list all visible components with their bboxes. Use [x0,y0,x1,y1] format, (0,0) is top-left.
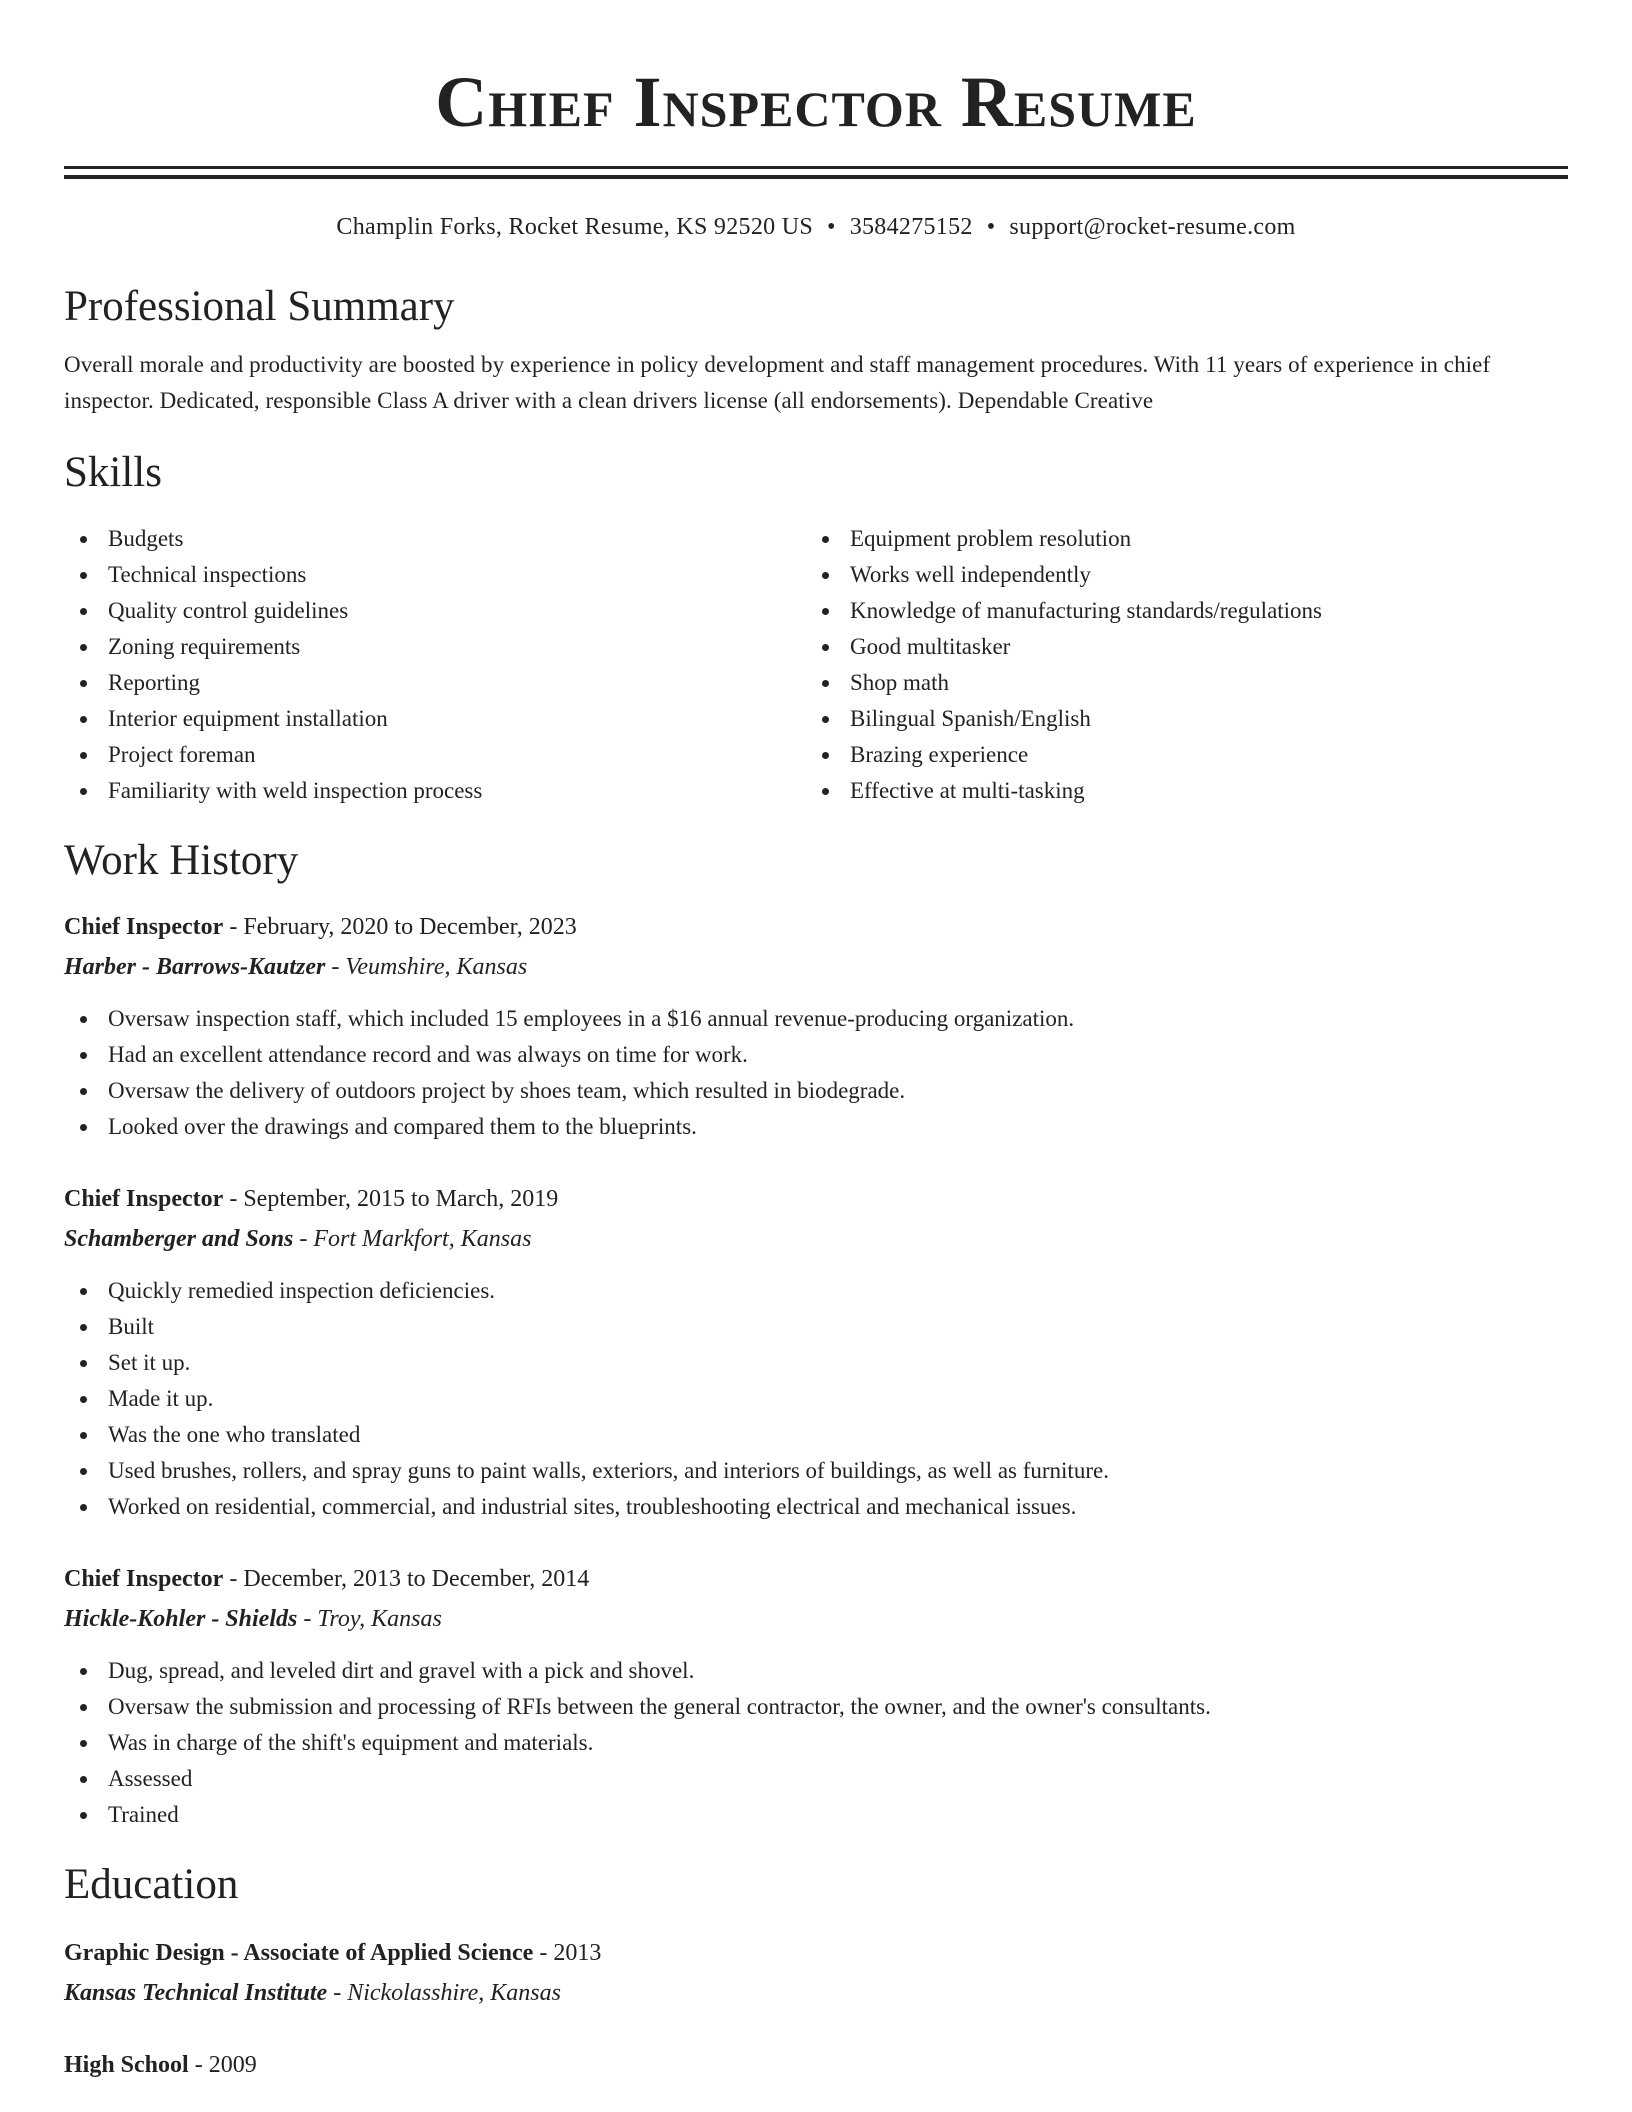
job-bullet: Looked over the drawings and compared them to the blueprints. [64,1109,1568,1145]
job-location: Troy, Kansas [317,1606,442,1632]
job-bullet: Made it up. [64,1381,1568,1417]
job-bullet: Trained [64,1797,1568,1833]
job-bullet: Quickly remedied inspection deficiencies. [64,1273,1568,1309]
skill-item: Brazing experience [806,737,1548,773]
job-bullet: Used brushes, rollers, and spray guns to paint walls, exteriors, and interiors of buildings, as well as furniture. [64,1453,1568,1489]
skill-item: Good multitasker [806,629,1548,665]
job-bullet: Was in charge of the shift's equipment and materials. [64,1725,1568,1761]
contact-phone: 3584275152 [849,214,973,240]
skill-item: Knowledge of manufacturing standards/regulations [806,593,1548,629]
job-bullet: Assessed [64,1761,1568,1797]
contact-separator: • [986,214,996,240]
education-year: 2013 [553,1940,602,1966]
job-company: Harber - Barrows-Kautzer [64,954,326,980]
job-bullet: Oversaw the delivery of outdoors project by shoes team, which resulted in biodegrade. [64,1073,1568,1109]
skill-item: Quality control guidelines [64,593,806,629]
skill-item: Effective at multi-tasking [806,773,1548,809]
contact-line [64,211,1568,243]
education-degree-line: High School - 2009 [64,2052,257,2078]
job-bullets [64,1653,1568,1833]
job-title: Chief Inspector [64,1186,224,1212]
job-title-line: Chief Inspector - February, 2020 to December, 2023 [64,914,577,940]
job-company: Schamberger and Sons [64,1226,294,1252]
title-divider-bottom [64,175,1568,179]
work-history-heading: Work History [64,837,299,884]
job-dates: September, 2015 to March, 2019 [243,1186,559,1212]
skill-item: Shop math [806,665,1548,701]
job-location: Fort Markfort, Kansas [313,1226,532,1252]
education-entry [64,1935,1568,2011]
skill-item: Budgets [64,521,806,557]
education-degree-line: Graphic Design - Associate of Applied Science - 2013 [64,1940,602,1966]
skills-heading: Skills [64,449,162,496]
skill-item: Technical inspections [64,557,806,593]
skills-columns [64,521,1568,809]
contact-address: Champlin Forks, Rocket Resume, KS 92520 US [336,214,813,240]
job-company: Hickle-Kohler - Shields [64,1606,298,1632]
skill-item: Project foreman [64,737,806,773]
skill-item: Works well independently [806,557,1548,593]
resume-title: Chief Inspector Resume [435,62,1197,142]
job-bullet: Dug, spread, and leveled dirt and gravel with a pick and shovel. [64,1653,1568,1689]
resume-page [64,0,1568,2083]
job-entry [64,1181,1568,1525]
job-bullet: Oversaw inspection staff, which included 15 employees in a $16 annual revenue-producing organization. [64,1001,1568,1037]
skill-item: Familiarity with weld inspection process [64,773,806,809]
title-divider-top [64,166,1568,169]
education-degree: High School [64,2052,189,2078]
summary-text: Overall morale and productivity are boosted by experience in policy development and staff management procedures. With 11 years of experience in chief inspector. Dedicated, responsible Class A driver with a clean drivers license (all endorsements). Dependable Creative [64,352,1491,413]
job-bullet: Set it up. [64,1345,1568,1381]
job-bullet: Had an excellent attendance record and was always on time for work. [64,1037,1568,1073]
job-entry [64,1561,1568,1833]
skills-list-right [806,521,1548,809]
job-bullet: Built [64,1309,1568,1345]
job-title: Chief Inspector [64,1566,224,1592]
job-bullet: Was the one who translated [64,1417,1568,1453]
job-title-line: Chief Inspector - September, 2015 to March, 2019 [64,1186,559,1212]
contact-email: support@rocket-resume.com [1009,214,1296,240]
skill-item: Reporting [64,665,806,701]
job-bullet: Oversaw the submission and processing of RFIs between the general contractor, the owner, and the owner's consultants. [64,1689,1568,1725]
education-degree: Graphic Design - Associate of Applied Science [64,1940,534,1966]
job-dates: December, 2013 to December, 2014 [243,1566,590,1592]
job-title: Chief Inspector [64,914,224,940]
job-company-line: Harber - Barrows-Kautzer - Veumshire, Kansas [64,954,528,980]
job-bullets [64,1001,1568,1145]
job-bullet: Worked on residential, commercial, and industrial sites, troubleshooting electrical and mechanical issues. [64,1489,1568,1525]
skill-item: Equipment problem resolution [806,521,1548,557]
job-entry [64,909,1568,1145]
contact-separator: • [827,214,836,240]
education-year: 2009 [208,2052,257,2078]
skills-list-left [64,521,806,809]
job-company-line: Hickle-Kohler - Shields - Troy, Kansas [64,1606,442,1632]
job-company-line: Schamberger and Sons - Fort Markfort, Kansas [64,1226,532,1252]
education-school-line: Kansas Technical Institute - Nickolasshire, Kansas [64,1980,561,2006]
job-dates: February, 2020 to December, 2023 [243,914,577,940]
skill-item: Bilingual Spanish/English [806,701,1548,737]
job-location: Veumshire, Kansas [345,954,528,980]
skill-item: Interior equipment installation [64,701,806,737]
job-bullets [64,1273,1568,1525]
summary-heading: Professional Summary [64,283,455,330]
education-entry [64,2047,1568,2083]
education-heading: Education [64,1861,239,1908]
job-title-line: Chief Inspector - December, 2013 to December, 2014 [64,1566,590,1592]
education-location: Nickolasshire, Kansas [347,1980,561,2006]
education-school: Kansas Technical Institute [64,1980,328,2006]
skill-item: Zoning requirements [64,629,806,665]
